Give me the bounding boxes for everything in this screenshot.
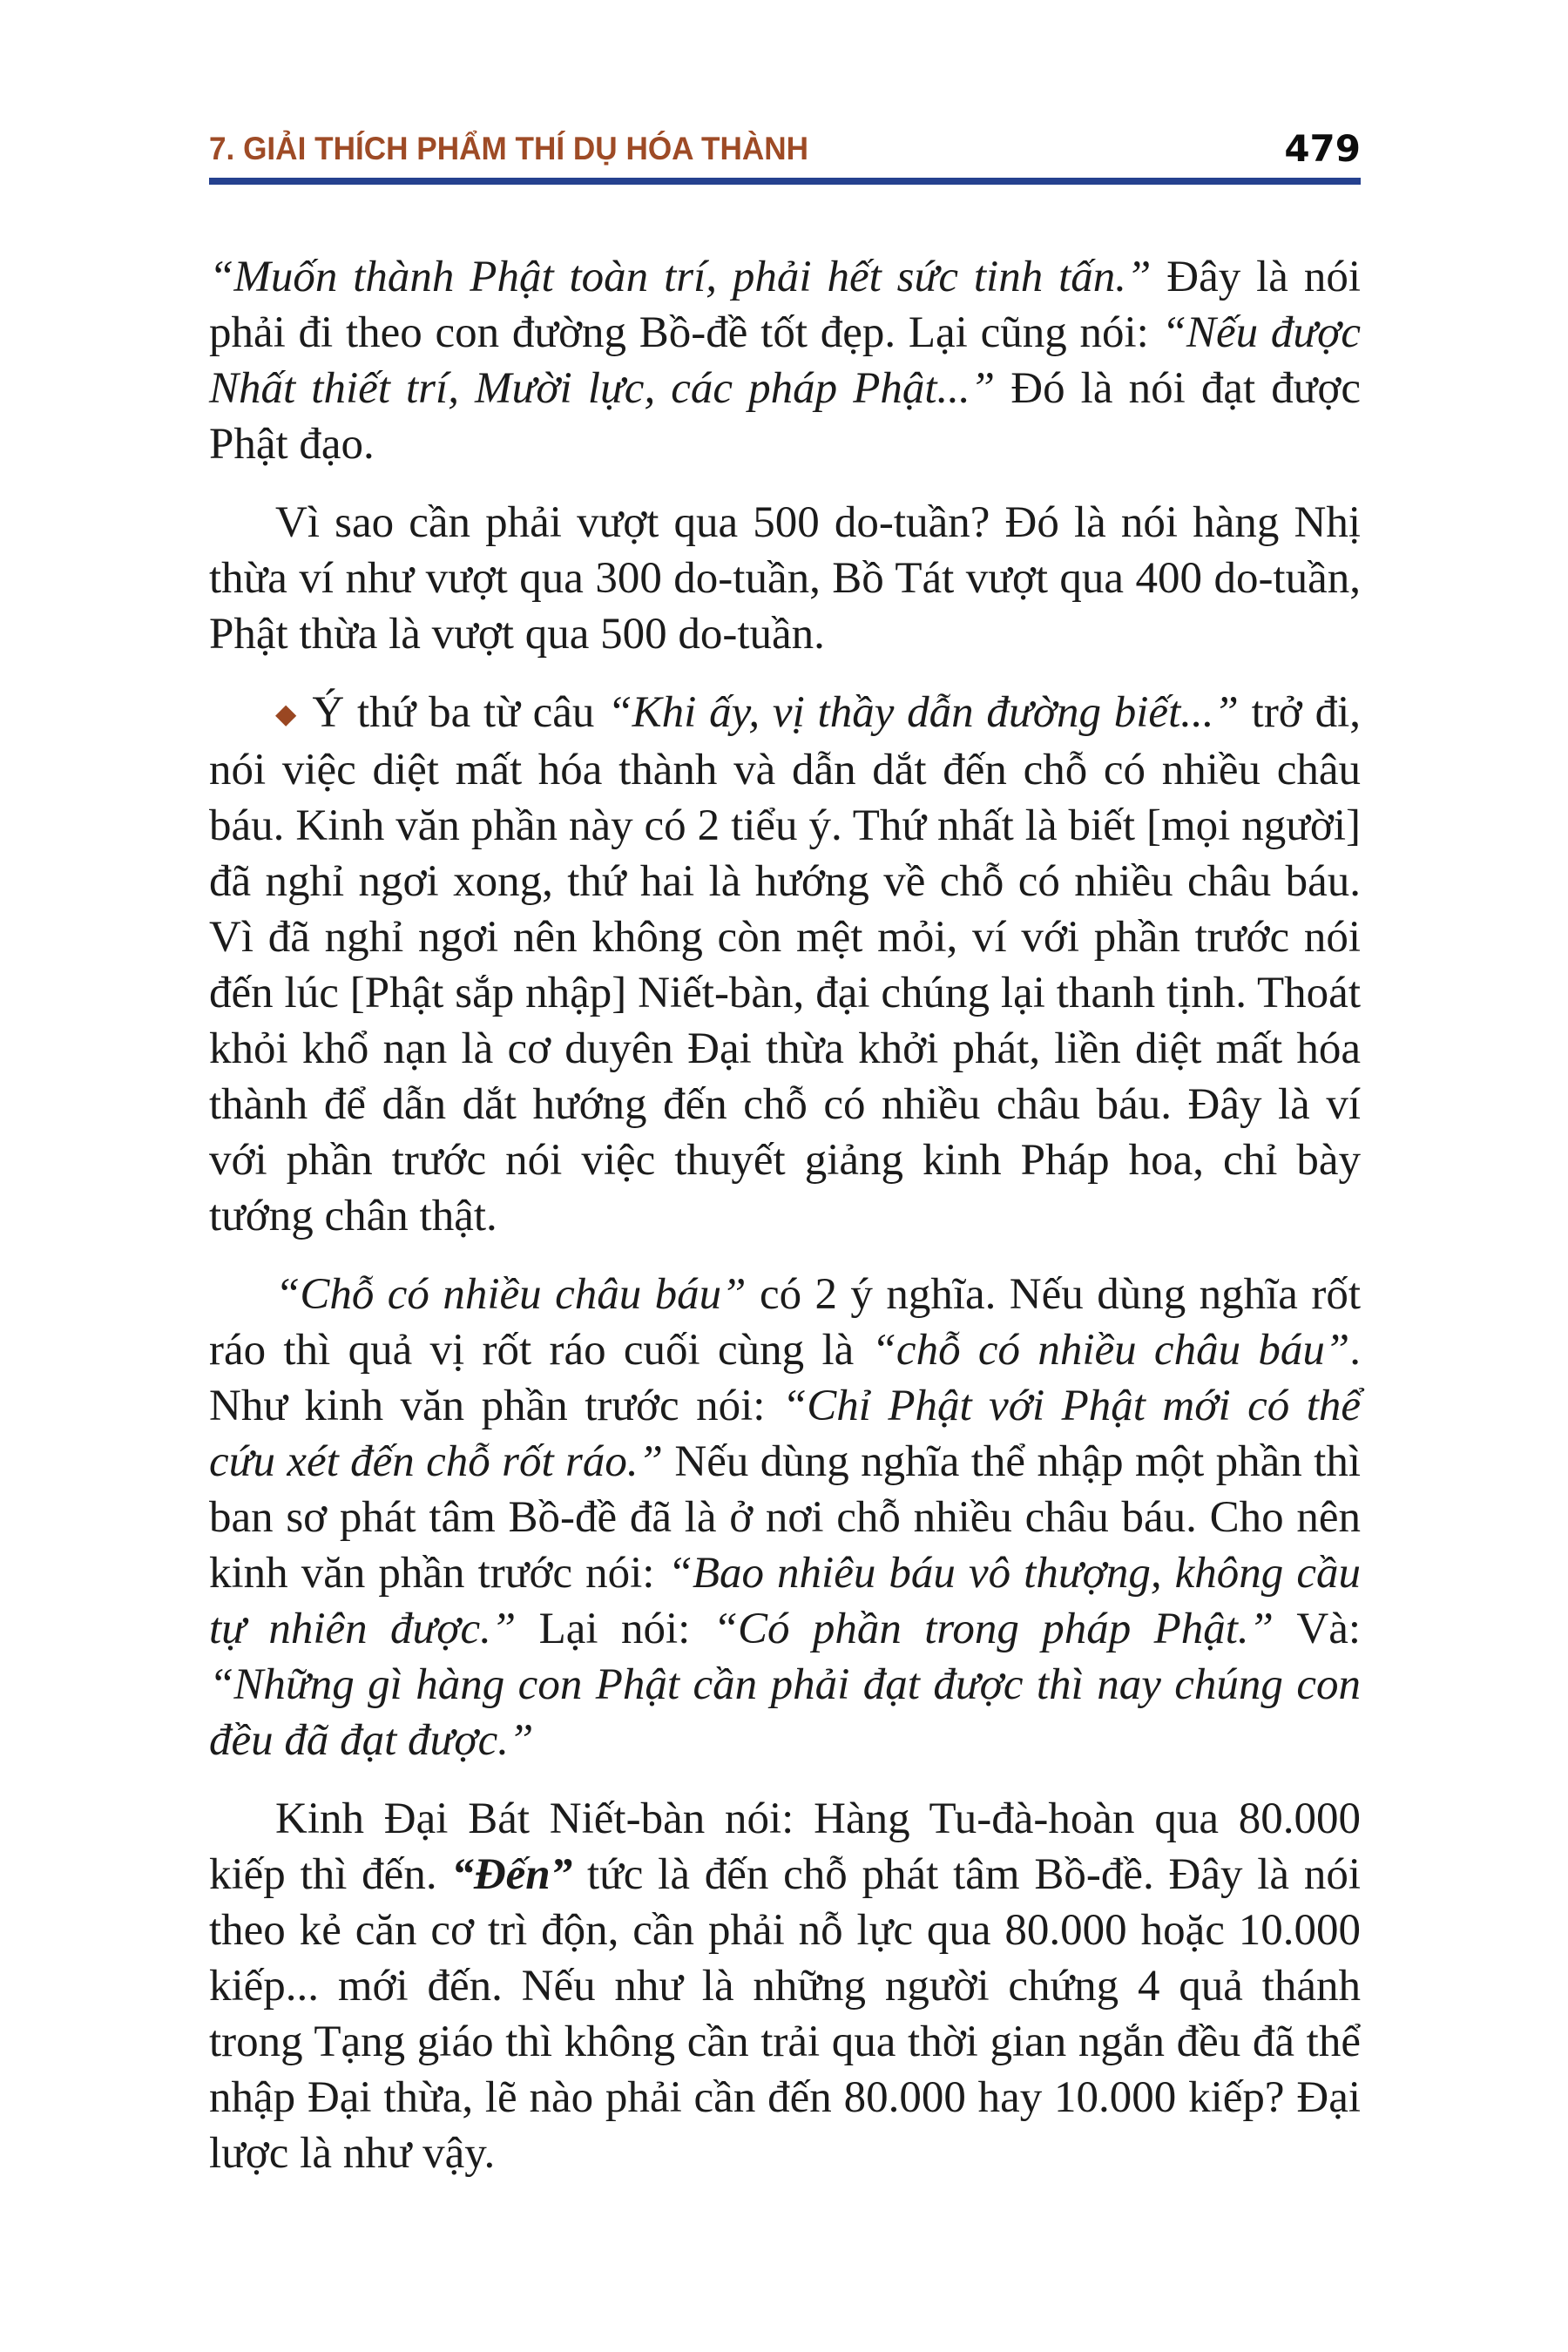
text-segment: Ý thứ ba từ câu	[312, 688, 608, 737]
paragraph	[209, 495, 1361, 662]
text-segment: có 2 ý nghĩa. Nếu dùng nghĩa rốt ráo thì quả vị rốt ráo cuối cùng là	[209, 1270, 1361, 1375]
text-segment: tức là đến chỗ phát tâm Bồ-đề. Đây là nói theo kẻ căn cơ trì độn, cần phải nỗ lực qua 80.000 hoặc 10.000 kiếp... mới đến. Nếu như là những người chứng 4 quả thánh trong Tạng giáo thì không cần trải qua thời gian ngắn đều đã thể nhập Đại thừa, lẽ nào phải cần đến 80.000 hay 10.000 kiếp? Đại lược là như vậy.	[209, 1850, 1361, 2178]
text-segment: “Chỗ có nhiều châu báu”	[275, 1270, 760, 1319]
text-segment: Đây là nói phải đi theo con đường Bồ-đề tốt đẹp. Lại cũng nói:	[209, 253, 1361, 357]
header-rule	[209, 178, 1361, 185]
paragraph	[209, 1791, 1361, 2181]
page-number: 479	[1284, 127, 1361, 170]
text-segment: “Chỉ Phật với Phật mới có thể cứu xét đến chỗ rốt ráo.”	[209, 1382, 1361, 1486]
text-segment: “chỗ có nhiều châu báu”	[871, 1326, 1350, 1375]
text-segment: “Khi ấy, vị thầy dẫn đường biết...”	[607, 688, 1252, 737]
text-segment: trở đi, nói việc diệt mất hóa thành và dẫn dắt đến chỗ có nhiều châu báu. Kinh văn phần này có 2 tiểu ý. Thứ nhất là biết [mọi người] đã nghỉ ngơi xong, thứ hai là hướng về chỗ có nhiều châu báu. Vì đã nghỉ ngơi nên không còn mệt mỏi, ví với phần trước nói đến lúc [Phật sắp nhập] Niết-bàn, đại chúng lại thanh tịnh. Thoát khỏi khổ nạn là cơ duyên Đại thừa khởi phát, liền diệt mất hóa thành để dẫn dắt hướng đến chỗ có nhiều châu báu. Đây là ví với phần trước nói việc thuyết giảng kinh Pháp hoa, chỉ bày tướng chân thật.	[209, 688, 1361, 1240]
text-segment: “Bao nhiêu báu vô thượng, không cầu tự nhiên được.”	[209, 1549, 1361, 1653]
text-segment: “Những gì hàng con Phật cần phải đạt được thì nay chúng con đều đã đạt được.”	[209, 1660, 1361, 1765]
text-segment: “Muốn thành Phật toàn trí, phải hết sức tinh tấn.”	[209, 253, 1167, 301]
text-segment: Vì sao cần phải vượt qua 500 do-tuần? Đó là nói hàng Nhị thừa ví như vượt qua 300 do-tuần, Bồ Tát vượt qua 400 do-tuần, Phật thừa là vượt qua 500 do-tuần.	[209, 498, 1361, 659]
paragraph	[209, 249, 1361, 472]
text-segment: “Có phần trong pháp Phật.”	[713, 1605, 1297, 1653]
text-segment: Đó là nói đạt được Phật đạo.	[209, 364, 1361, 469]
text-segment: . Như kinh văn phần trước nói:	[209, 1326, 1361, 1430]
text-segment: “Đến”	[451, 1850, 587, 1899]
chapter-header-title: 7. GIẢI THÍCH PHẨM THÍ DỤ HÓA THÀNH	[209, 131, 809, 166]
diamond-bullet-icon: ◆	[275, 699, 299, 730]
paragraph	[209, 685, 1361, 1244]
page-content	[209, 127, 1361, 2204]
text-segment: Lại nói:	[538, 1605, 713, 1653]
body-text	[209, 249, 1361, 2181]
text-segment: Và:	[1296, 1605, 1361, 1653]
text-segment: Kinh Đại Bát Niết-bàn nói: Hàng Tu-đà-hoàn qua 80.000 kiếp thì đến.	[209, 1794, 1361, 1899]
paragraph	[209, 1267, 1361, 1768]
page-header	[209, 127, 1361, 170]
text-segment: Nếu dùng nghĩa thể nhập một phần thì ban sơ phát tâm Bồ-đề đã là ở nơi chỗ nhiều châu báu. Cho nên kinh văn phần trước nói:	[209, 1437, 1361, 1598]
text-segment: “Nếu được Nhất thiết trí, Mười lực, các pháp Phật...”	[209, 308, 1361, 413]
